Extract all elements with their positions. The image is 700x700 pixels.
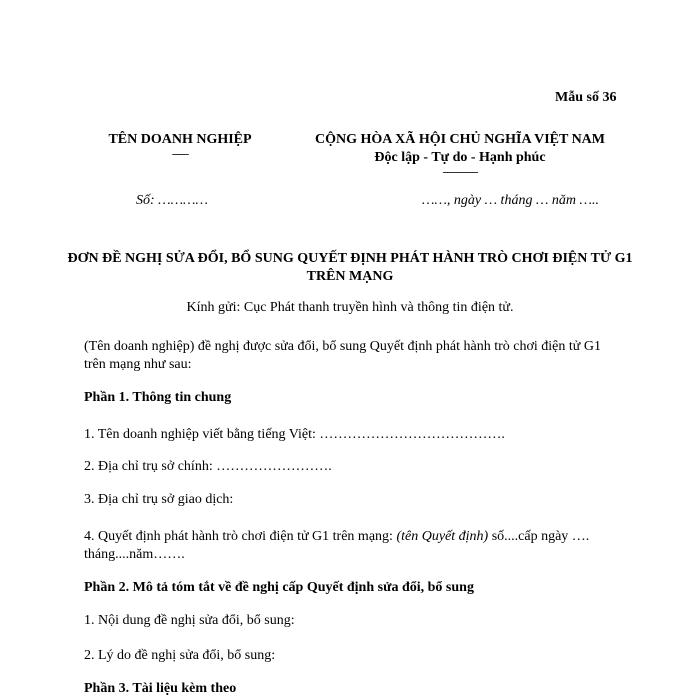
nation-name: CỘNG HÒA XÃ HỘI CHỦ NGHĨA VIỆT NAM <box>314 132 605 147</box>
intro-paragraph: (Tên doanh nghiệp) đề nghị được sửa đổi, bổ sung Quyết định phát hành trò chơi điện tử G1 trên mạng như sau: <box>84 339 601 372</box>
motto-rule: --------------- <box>442 167 478 178</box>
part1-item2: 2. Địa chỉ trụ sở chính: ……………………. <box>84 459 332 474</box>
part3-heading: Phần 3. Tài liệu kèm theo <box>84 681 237 696</box>
part2-item2: 2. Lý do đề nghị sửa đổi, bổ sung: <box>84 648 276 663</box>
part1-heading: Phần 1. Thông tin chung <box>84 390 232 405</box>
national-motto: Độc lập - Tự do - Hạnh phúc <box>374 150 546 165</box>
recipient-line: Kính gửi: Cục Phát thanh truyền hình và thông tin điện tử. <box>186 300 514 315</box>
part1-item4 <box>84 528 624 564</box>
date-line: ……, ngày … tháng … năm ….. <box>422 193 599 208</box>
part1-item1: 1. Tên doanh nghiệp viết bằng tiếng Việt: …………………………………. <box>84 427 505 442</box>
part2-item1: 1. Nội dung đề nghị sửa đổi, bổ sung: <box>84 613 295 628</box>
document-number-line: Số: ………… <box>136 193 208 208</box>
company-name: TÊN DOANH NGHIỆP <box>108 132 252 147</box>
part1-item4-italic: (tên Quyết định) <box>396 529 489 544</box>
form-number: Mẫu số 36 <box>555 90 617 105</box>
company-rule: ------- <box>171 149 189 160</box>
part1-item4-suffix: số....cấp ngày …. tháng....năm……. <box>84 529 590 562</box>
part1-item3: 3. Địa chỉ trụ sở giao dịch: <box>84 492 234 507</box>
national-header <box>280 131 640 179</box>
document-title: ĐƠN ĐỀ NGHỊ SỬA ĐỔI, BỔ SUNG QUYẾT ĐỊNH PHÁT HÀNH TRÒ CHƠI ĐIỆN TỬ G1 TRÊN MẠNG <box>67 251 633 284</box>
part1-item4-prefix: 4. Quyết định phát hành trò chơi điện tử G1 trên mạng: <box>84 529 397 544</box>
part2-heading: Phần 2. Mô tả tóm tắt về đề nghị cấp Quyết định sửa đổi, bổ sung <box>84 580 474 595</box>
company-header <box>90 131 270 161</box>
